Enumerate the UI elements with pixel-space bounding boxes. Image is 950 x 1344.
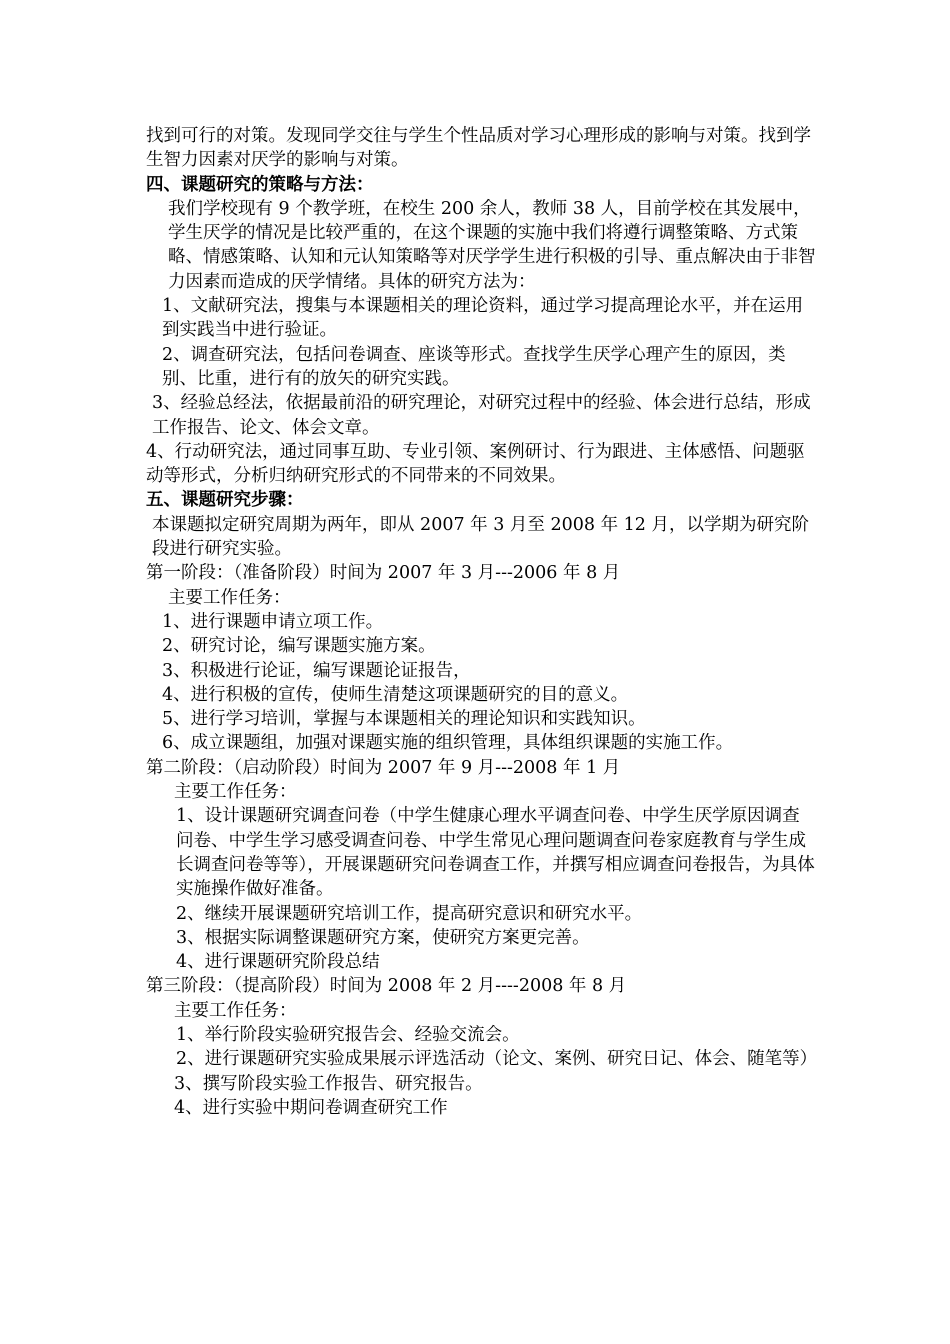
phase-1-task-4: 4、进行积极的宣传，使师生清楚这项课题研究的目的意义。 [162,684,629,705]
phase-3-task-3: 3、撰写阶段实验工作报告、研究报告。 [174,1073,483,1094]
phase-2-task-4: 4、进行课题研究阶段总结 [176,952,380,973]
phase-3-task-1: 1、举行阶段实验研究报告会、经验交流会。 [176,1024,520,1045]
section-heading-4: 四、课题研究的策略与方法： [146,174,374,195]
phase-2-task-2: 2、继续开展课题研究培训工作，提高研究意识和研究水平。 [176,903,643,924]
phase-2-task-3: 3、根据实际调整课题研究方案，使研究方案更完善。 [176,927,590,948]
phase-2-tasks-label: 主要工作任务： [174,782,297,803]
phase-1-heading: 第一阶段：（准备阶段）时间为 2007 年 3 月---2006 年 8 月 [146,563,621,584]
phase-1-task-6: 6、成立课题组，加强对课题实施的组织管理，具体组织课题的实施工作。 [162,733,734,754]
paragraph-strategy: 我们学校现有 9 个教学班，在校生 200 余人，教师 38 人，目前学校在其发展中，学生厌学的情况是比较严重的，在这个课题的实施中我们将遵行调整策略、方式策略、情感策略、认知和元认知策略等对厌学学生进行积极的引导、重点解决由于非智力因素而造成的厌学情绪。具体的研究方法为： [168,198,816,292]
phase-2-task-1: 1、设计课题研究调查问卷（中学生健康心理水平调查问卷、中学生厌学原因调查问卷、中学生学习感受调查问卷、中学生常见心理问题调查问卷家庭教育与学生成长调查问卷等等），开展课题研究问卷调查工作，并撰写相应调查问卷报告，为具体实施操作做好准备。 [176,806,815,900]
phase-1-tasks-label: 主要工作任务： [168,587,291,608]
phase-1-task-3: 3、积极进行论证，编写课题论证报告， [162,660,471,681]
method-item-3: 3、经验总经法，依据最前沿的研究理论，对研究过程中的经验、体会进行总结，形成工作报告、论文、体会文章。 [152,393,811,438]
phase-2-heading: 第二阶段：（启动阶段）时间为 2007 年 9 月---2008 年 1 月 [146,757,621,778]
document-body [146,124,816,1120]
phase-3-task-2: 2、进行课题研究实验成果展示评选活动（论文、案例、研究日记、体会、随笔等） [176,1049,818,1070]
method-item-1: 1、文献研究法，搜集与本课题相关的理论资料，通过学习提高理论水平，并在运用到实践当中进行验证。 [162,296,804,341]
paragraph-intro-continued: 找到可行的对策。发现同学交往与学生个性品质对学习心理形成的影响与对策。找到学生智力因素对厌学的影响与对策。 [146,126,811,171]
paragraph-period: 本课题拟定研究周期为两年，即从 2007 年 3 月至 2008 年 12 月，以学期为研究阶段进行研究实验。 [152,514,809,560]
phase-1-task-5: 5、进行学习培训，掌握与本课题相关的理论知识和实践知识。 [162,709,646,730]
section-heading-5: 五、课题研究步骤： [146,490,304,511]
method-item-2: 2、调查研究法，包括问卷调查、座谈等形式。查找学生厌学心理产生的原因，类别、比重，进行有的放矢的研究实践。 [162,344,786,389]
phase-3-heading: 第三阶段：（提高阶段）时间为 2008 年 2 月----2008 年 8 月 [146,976,627,997]
method-item-4: 4、行动研究法，通过同事互助、专业引领、案例研讨、行为跟进、主体感悟、问题驱动等形式，分析归纳研究形式的不同带来的不同效果。 [146,441,805,487]
phase-3-task-4: 4、进行实验中期问卷调查研究工作 [174,1097,448,1118]
phase-1-task-1: 1、进行课题申请立项工作。 [162,611,384,632]
phase-1-task-2: 2、研究讨论，编写课题实施方案。 [162,636,436,657]
phase-3-tasks-label: 主要工作任务： [174,1000,297,1021]
